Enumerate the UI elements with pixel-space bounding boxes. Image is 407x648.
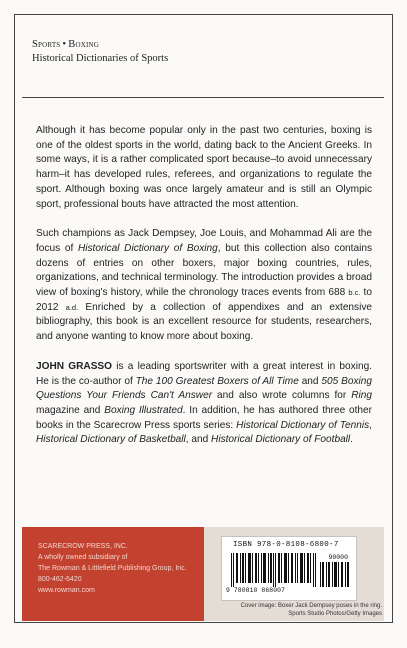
series-line-1: [32, 38, 374, 52]
credit-line-1: Cover image: Boxer Jack Dempsey poses in the ring.: [240, 603, 382, 609]
p3-text-a: is a leading sportswriter with a great interest in boxing. He is the co-author of: [36, 360, 372, 387]
paragraph-contents: [36, 227, 372, 345]
description: [36, 124, 372, 463]
publisher-name: SCARECROW PRESS, INC.: [38, 543, 128, 550]
p2-text-b: , but this collection also contains dozens of entries on other boxers, major boxing countries, rules, organizations, and technical terminology. The introduction provides a broad view of boxing's history, while the chronology traces events from 688: [36, 242, 372, 299]
p3-text-b: and: [298, 375, 322, 387]
p3-title-7: Historical Dictionary of Football: [211, 434, 351, 446]
p2-text-d: Enriched by a collection of appendixes and an extensive bibliography, this book is an excellent resource for students, researchers, and anyone wanting to know more about boxing.: [36, 301, 372, 343]
p2-book-title: Historical Dictionary of Boxing: [77, 242, 218, 254]
series-title: Historical Dictionaries of Sports: [32, 53, 169, 64]
paragraph-intro: Although it has become popular only in the past two centuries, boxing is one of the oldest sports in the world, dating back to the Ancient Greeks. In some ways, it is a rather complicated sport because–to avoid unnecessary harm–it has developed rules, referees, and organizations to regulate the sport. Although boxing was once largely amateur and is still an Olympic sport, professional bouts have attracted the most attention.: [36, 125, 372, 210]
p3-text-e: . In addition, he has authored three other books in the Scarecrow Press sports series:: [36, 404, 373, 431]
p3-text-d: magazine and: [36, 404, 105, 416]
p2-ad: a.d.: [65, 302, 79, 312]
publisher-sub2: The Rowman & Littlefield Publishing Group, Inc.: [38, 565, 187, 572]
series-bullet: •: [62, 39, 67, 50]
p2-bc: b.c.: [348, 288, 361, 298]
barcode-digits: 9 780810 868007: [226, 587, 286, 594]
publisher-panel: [22, 527, 204, 621]
p2-text-a: Such champions as Jack Dempsey, Joe Louis, and Mohammad Ali are the focus of: [36, 228, 372, 254]
series-header: [22, 22, 384, 98]
price-barcode-icon: [320, 562, 350, 587]
price-code: 90000: [328, 554, 348, 561]
p2-text-c: to 2012: [36, 287, 372, 313]
publisher-website[interactable]: www.rowman.com: [38, 587, 95, 594]
credit-line-2: Sports Studio Photos/Getty Images: [288, 611, 382, 617]
series-sports: Sports: [32, 39, 61, 50]
p3-text-f: ,: [369, 419, 372, 431]
p3-title-2: 505 Boxing Questions Your Friends Can't Answer: [36, 375, 372, 402]
p3-text-c: and also wrote columns for: [212, 390, 352, 402]
p3-title-6: Historical Dictionary of Basketball: [36, 434, 186, 446]
publisher-sub1: A wholly owned subsidiary of: [38, 554, 128, 561]
p3-text-g: , and: [185, 434, 212, 446]
publisher-info: [38, 541, 198, 596]
p3-title-5: Historical Dictionary of Tennis: [236, 419, 370, 431]
barcode-bars-icon: [231, 553, 317, 587]
barcode: [221, 536, 357, 601]
p3-text-h: .: [350, 434, 353, 446]
series-boxing: Boxing: [68, 39, 100, 50]
cover-credit: [232, 602, 382, 618]
p3-title-1: The 100 Greatest Boxers of All Time: [135, 375, 299, 387]
publisher-phone: 800-462-6420: [38, 576, 82, 583]
author-name: JOHN GRASSO: [36, 360, 113, 372]
p3-title-4: Boxing Illustrated: [104, 404, 183, 416]
isbn-text: ISBN 978-0-8108-6800-7: [233, 541, 339, 549]
p3-title-3: Ring: [351, 390, 372, 402]
paragraph-author: [36, 360, 372, 448]
